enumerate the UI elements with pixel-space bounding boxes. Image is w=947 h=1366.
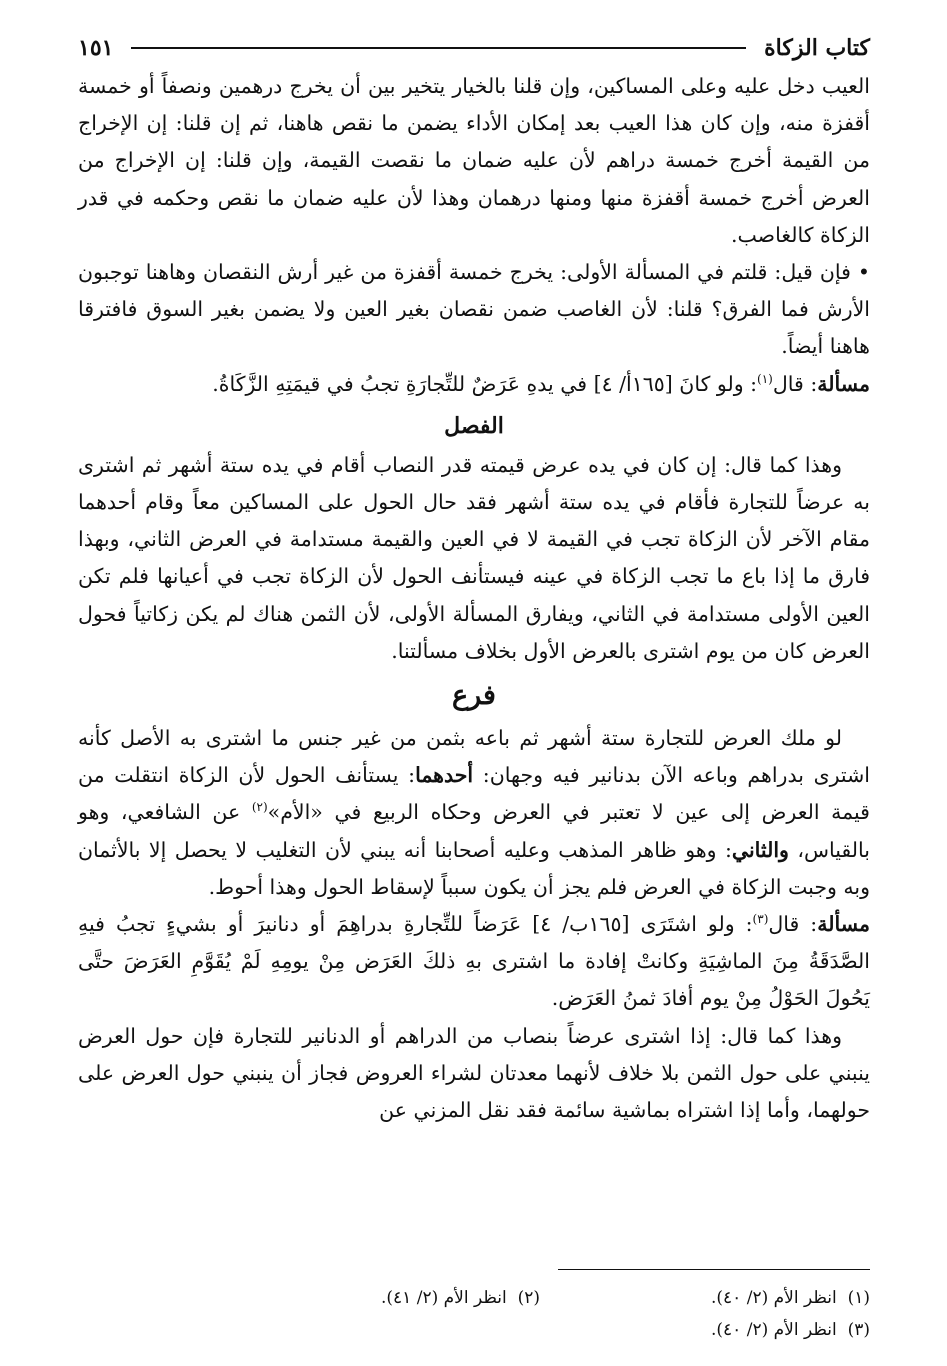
subsection-paragraph: لو ملك العرض للتجارة ستة أشهر ثم باعه بثمن من غير جنس ما اشترى به الأصل كأنه اشترى بدراهم وباعه الآن بدنانير فيه وجهان: أحدهما: يستأنف الحول لأن الزكاة انتقلت من قيمة العرض إلى عين لا تعتبر في العرض وحكاه الربيع في «الأم»$^{(٢)}$ عن الشافعي، وهو بالقياس، والثاني: وهو ظاهر المذهب وعليه أصحابنا أنه يبني لأن التغليب لا يحصل إلا بالأثمان وبه وجبت الزكاة في العرض فلم يجز أن يكون سبباً لإسقاط الحول وهذا أحوط. — [78, 726, 870, 899]
masala-label: مسألة — [817, 371, 870, 396]
paragraph-objection: • فإن قيل: قلتم في المسألة الأولى: يخرج خمسة أقفزة من غير أرش النقصان وهاهنا توجبون الأرش فما الفرق؟ قلنا: لأن الغاصب ضمن نقصان بغير العين ولا يضمن بغير السوق فافترقا هاهنا أيضاً. — [78, 254, 870, 366]
footnotes — [78, 1282, 870, 1346]
body-text — [78, 68, 870, 1129]
paragraph: العيب دخل عليه وعلى المساكين، وإن قلنا بالخيار يتخير بين أن يخرج درهمين ونصفاً أو خمسة أقفزة منه، وإن كان هذا العيب بعد إمكان الأداء يضمن ما نقص هاهنا، ثم إن قلنا: إن الإخراج من القيمة أخرج خمسة دراهم لأن عليه ضمان ما نقصت القيمة، وإن قلنا: إن الإخراج من العرض أخرج خمسة أقفزة منها ومنها درهمان وهذا لأن عليه ضمان ما نقص وحكمه في قدر الزكاة كالغاصب. — [78, 74, 870, 247]
section-paragraph: وهذا كما قال: إن كان في يده عرض قيمته قدر النصاب أقام في يده ستة أشهر ثم اشترى به عرضاً للتجارة فأقام في يده ستة أشهر فقد حال الحول على المساكين معاً وقام أحدهما مقام الآخر لأن الزكاة تجب في القيمة لا في العين والقيمة مستدامة في العرض الثاني، وبهذا فارق ما إذا باع ما تجب الزكاة في عينه فيستأنف الحول لأن الزكاة تجب في أعيانها فلم تكن العين الأولى مستدامة في الثاني، ويفارق المسألة الأولى، لأن الثمن هناك لم يكن زكاتياً فحول العرض كان من يوم اشترى بالعرض الأول بخلاف مسألتنا. — [78, 452, 870, 663]
footnote-ref: (١) — [757, 371, 773, 386]
document-page — [78, 28, 870, 1348]
running-header — [78, 28, 870, 68]
header-rule — [131, 47, 746, 49]
section-heading: الفصل — [444, 412, 504, 439]
page-number: ١٥١ — [78, 35, 114, 61]
masala-statement-2: مسألة: قال$^{(٣)}$: ولو اشتَرَى [١٦٥ب/ ٤] عَرَضاً للتِّجارةِ بدراهِمَ أو دنانيرَ أو بشيءٍ تجبُ فيهِ الصَّدَقَةُ مِنَ الماشِيَةِ وكانتْ إفادة ما اشترى بهِ ذلكَ العَرَض مِنْ يومِهِ لَمْ يُقَوَّمِ العَرَضَ حتَّى يَحُولَ الحَوْلُ مِنْ يوم أفادَ ثمنُ العَرَض. — [78, 912, 870, 1011]
subsection-heading: فرع — [452, 680, 496, 712]
footnote-rule — [558, 1269, 870, 1270]
second-view-label: والثاني — [731, 837, 789, 862]
footnote-2: (٢) انظر الأم (٢/ ٤١). — [381, 1288, 540, 1308]
footnote-1: (١) انظر الأم (٢/ ٤٠). — [711, 1288, 870, 1308]
closing-paragraph: وهذا كما قال: إذا اشترى عرضاً بنصاب من الدراهم أو الدنانير للتجارة فإن حول العرض ينبني على حول الثمن بلا خلاف لأنهما معدتان لشراء العروض فجاز أن ينبني حول العرض على حولهما، وأما إذا اشتراه بماشية سائمة فقد نقل المزني عن — [78, 1023, 870, 1123]
footnote-ref: (٣) — [752, 912, 769, 927]
chapter-title: كتاب الزكاة — [764, 35, 870, 61]
masala-label: مسألة — [817, 912, 870, 937]
footnote-ref: (٢) — [251, 800, 268, 815]
footnote-3: (٣) انظر الأم (٢/ ٤٠). — [711, 1320, 870, 1340]
masala-statement: مسألة: قال$^{(١)}$: ولو كانَ [١٦٥أ/ ٤] في يدهِ عَرَضٌ للتِّجارَةِ تجبُ في قيمَتِهِ الزَّكَاةُ. — [212, 371, 870, 396]
first-view-label: أحدهما — [415, 763, 474, 788]
